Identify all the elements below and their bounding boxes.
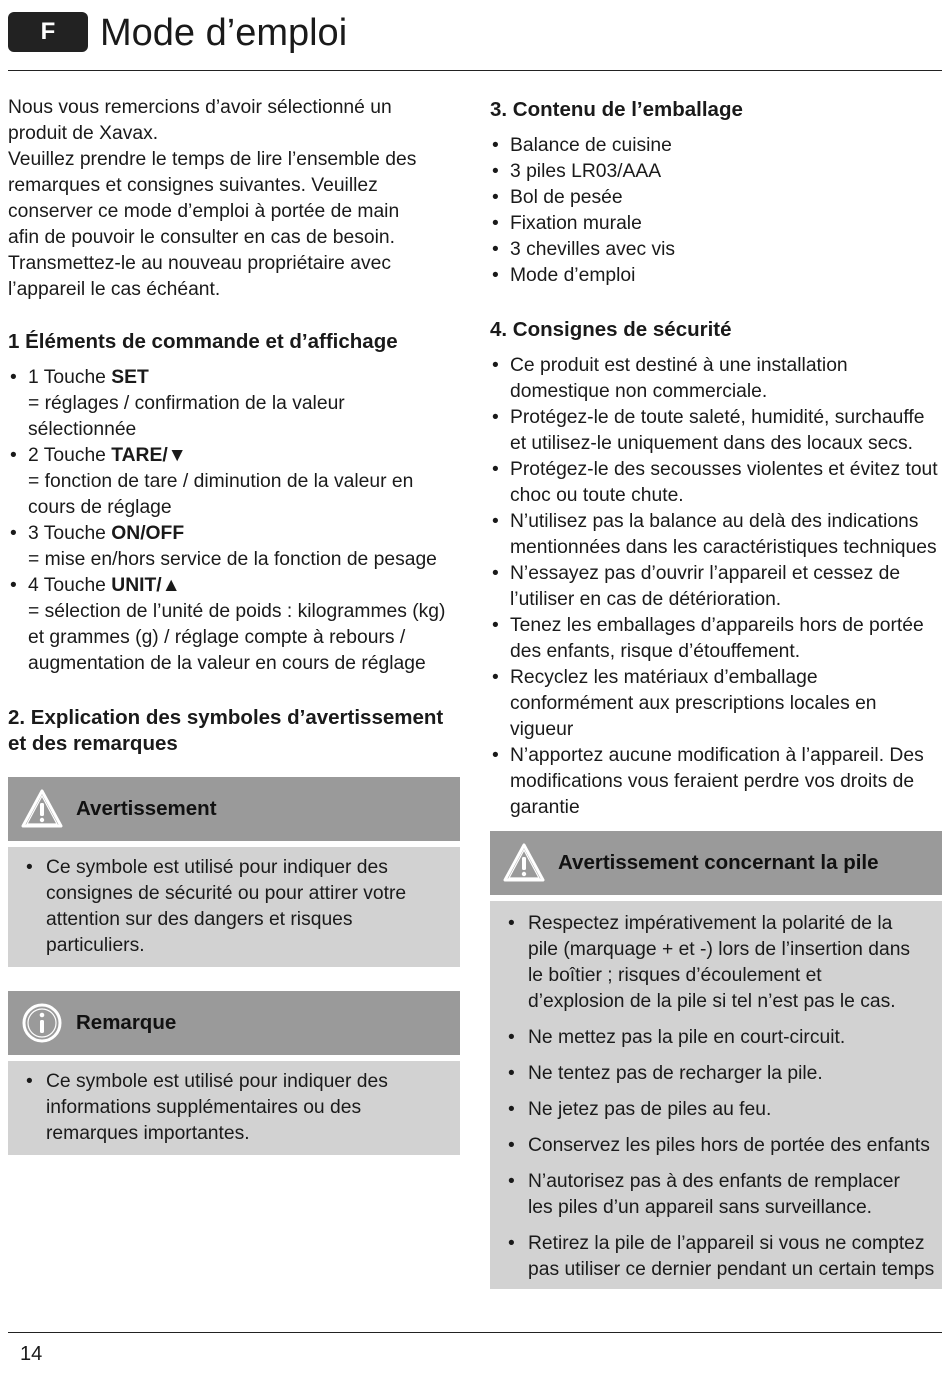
battery-warning-box-label: Avertissement concernant la pile: [558, 851, 879, 874]
key-prefix: 2 Touche: [28, 445, 112, 466]
list-item: • N’apportez aucune modification à l’appareil. Des modifications vous feraient perdre vos droits de garantie: [490, 743, 942, 821]
intro: [8, 95, 460, 303]
list-item: • Tenez les emballages d’appareils hors de portée des enfants, risque d’étouffement.: [490, 613, 940, 665]
list-item: • Ce symbole est utilisé pour indiquer des informations supplémentaires ou des remarques importantes.: [8, 1069, 426, 1147]
list-item: • Ce symbole est utilisé pour indiquer des consignes de sécurité ou pour attirer votre attention sur des dangers et risques particuliers.: [8, 855, 426, 959]
key-description: = fonction de tare / diminution de la valeur en cours de réglage: [28, 471, 414, 518]
key-prefix: 3 Touche: [28, 523, 112, 544]
intro-paragraph: Veuillez prendre le temps de lire l’ensemble des remarques et consignes suivantes. Veuillez conserver ce mode d’emploi à portée de main afin de pouvoir le consulter en cas de besoin. Transmettez-le au nouveau propriétaire avec l’appareil le cas échéant.: [8, 149, 417, 300]
warning-box-header: [8, 777, 460, 841]
warning-box-label: Avertissement: [76, 797, 217, 820]
list-item: • Ne tentez pas de recharger la pile.: [490, 1061, 942, 1087]
note-box-header: [8, 991, 460, 1055]
left-column: [8, 95, 460, 1155]
language-badge: F: [8, 12, 88, 52]
list-item: • Protégez-le des secousses violentes et évitez tout choc ou toute chute.: [490, 457, 942, 509]
list-item: [8, 573, 448, 677]
note-box-label: Remarque: [76, 1011, 177, 1034]
page-title: Mode d’emploi: [100, 12, 348, 54]
warning-triangle-icon: [502, 841, 546, 885]
list-item: • Protégez-le de toute saleté, humidité, surchauffe et utilisez-le uniquement dans des locaux secs.: [490, 405, 942, 457]
key-name: UNIT/▲: [111, 575, 181, 596]
battery-warning-box-body: [490, 901, 942, 1289]
list-item: [8, 521, 448, 573]
key-name: SET: [111, 367, 149, 388]
right-column: [490, 95, 942, 1289]
battery-warning-box-header: [490, 831, 942, 895]
list-item: • Ne jetez pas de piles au feu.: [490, 1097, 942, 1123]
list-item: [8, 365, 448, 443]
section-heading: 2. Explication des symboles d’avertissement et des remarques: [8, 706, 444, 755]
key-prefix: 4 Touche: [28, 575, 112, 596]
battery-warning-box: [490, 831, 942, 1289]
key-description: = mise en/hors service de la fonction de pesage: [28, 549, 437, 570]
list-item: • Ne mettez pas la pile en court-circuit.: [490, 1025, 942, 1051]
list-item: • N’autorisez pas à des enfants de remplacer les piles d’un appareil sans surveillance.: [490, 1169, 928, 1221]
page-number: 14: [20, 1343, 43, 1365]
list-item: • Mode d’emploi: [490, 263, 942, 289]
list-item: • Recyclez les matériaux d’emballage conformément aux prescriptions locales en vigueur: [490, 665, 942, 743]
list-item: • Fixation murale: [490, 211, 942, 237]
key-description: = réglages / confirmation de la valeur sélectionnée: [28, 393, 345, 440]
note-box-body: [8, 1061, 460, 1155]
warning-box: [8, 777, 460, 967]
list-item: • Ce produit est destiné à une installation domestique non commerciale.: [490, 353, 870, 405]
warning-box-body: [8, 847, 460, 967]
note-box: [8, 991, 460, 1155]
list-item: • 3 chevilles avec vis: [490, 237, 942, 263]
list-item: • Conservez les piles hors de portée des enfants: [490, 1133, 942, 1159]
key-description: = sélection de l’unité de poids : kilogrammes (kg) et grammes (g) / réglage compte à rebours / augmentation de la valeur en cours de réglage: [28, 601, 446, 674]
page-footer: [8, 1332, 942, 1365]
safety-list: [490, 353, 942, 821]
page-header: [8, 8, 942, 71]
controls-list: [8, 365, 448, 677]
list-item: • 3 piles LR03/AAA: [490, 159, 942, 185]
list-item: • Retirez la pile de l’appareil si vous ne comptez pas utiliser ce dernier pendant un certain temps: [490, 1231, 942, 1283]
package-contents-list: [490, 133, 942, 289]
key-name: TARE/▼: [111, 445, 187, 466]
warning-triangle-icon: [20, 787, 64, 831]
section-heading: 4. Consignes de sécurité: [490, 318, 732, 341]
key-prefix: 1 Touche: [28, 367, 112, 388]
section-heading: 1 Éléments de commande et d’affichage: [8, 330, 398, 353]
list-item: [8, 443, 448, 521]
intro-paragraph: Nous vous remercions d’avoir sélectionné un produit de Xavax.: [8, 97, 392, 144]
key-name: ON/OFF: [111, 523, 185, 544]
info-icon: [20, 1001, 64, 1045]
section-heading: 3. Contenu de l’emballage: [490, 98, 743, 121]
list-item: • N’essayez pas d’ouvrir l’appareil et cessez de l’utiliser en cas de détérioration.: [490, 561, 930, 613]
list-item: • Bol de pesée: [490, 185, 942, 211]
list-item: • N’utilisez pas la balance au delà des indications mentionnées dans les caractéristiques techniques: [490, 509, 942, 561]
list-item: • Respectez impérativement la polarité de la pile (marquage + et -) lors de l’insertion dans le boîtier ; risques d’écoulement et d’explosion de la pile si tel n’est pas le cas.: [490, 911, 913, 1015]
list-item: • Balance de cuisine: [490, 133, 942, 159]
